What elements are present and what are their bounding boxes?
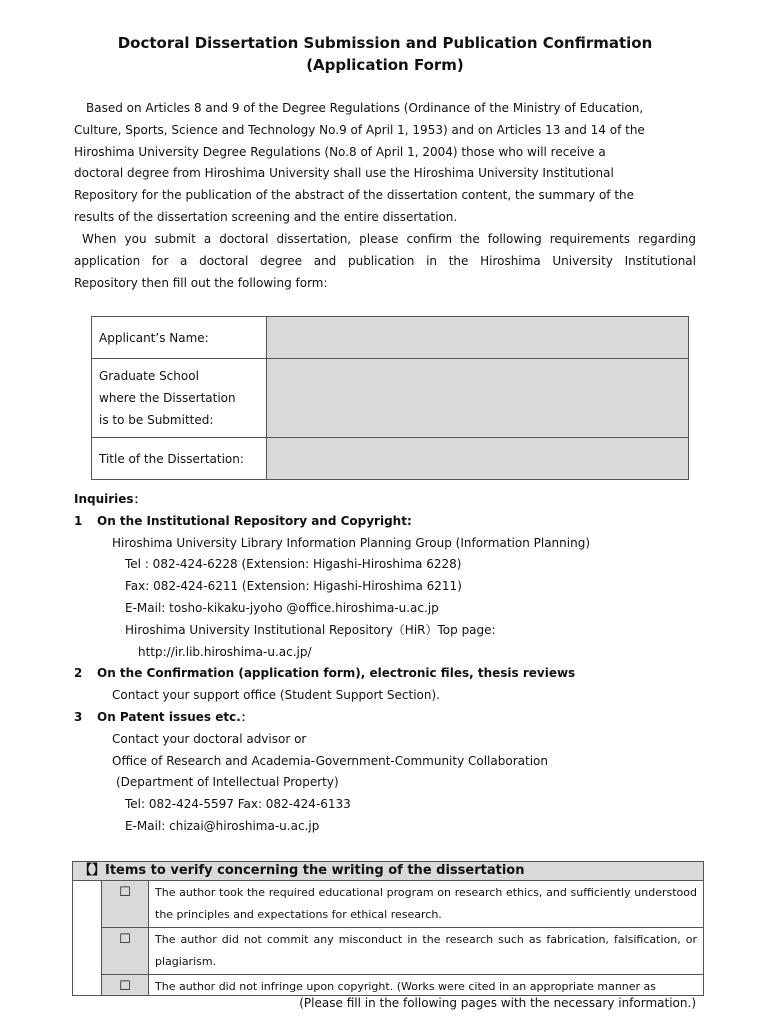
inquiry-number: 3 [74, 709, 83, 724]
inquiry-line: (Department of Intellectual Property) [116, 775, 339, 790]
intro-line: Based on Articles 8 and 9 of the Degree Regulations (Ordinance of the Ministry of Education, [74, 101, 644, 115]
inquiry-line: Fax: 082-424-6211 (Extension: Higashi-Hiroshima 6211) [125, 579, 462, 594]
inquiry-line: Tel : 082-424-6228 (Extension: Higashi-Hiroshima 6228) [125, 557, 462, 572]
dissertation-title-label: Title of the Dissertation: [92, 438, 267, 480]
graduate-school-label-line: is to be Submitted: [99, 413, 214, 427]
footer-note: (Please fill in the following pages with the necessary information.) [299, 996, 696, 1010]
application-form-table [91, 316, 689, 480]
applicant-name-field[interactable] [267, 317, 689, 359]
title-line-2: (Application Form) [306, 56, 464, 74]
dissertation-title-field[interactable] [267, 438, 689, 480]
document-title [0, 32, 770, 76]
inquiry-title: On the Confirmation (application form), electronic files, thesis reviews [97, 666, 576, 681]
checkbox-icon[interactable]: ☐ [102, 881, 149, 928]
inquiry-title: On Patent issues etc.： [97, 709, 253, 724]
intro-line: Repository then fill out the following form: [74, 275, 328, 290]
inquiry-line: Tel: 082-424-5597 Fax: 082-424-6133 [125, 797, 351, 812]
inquiry-line: Hiroshima University Library Information Planning Group (Information Planning) [112, 535, 591, 550]
inquiries-section [74, 489, 714, 838]
intro-line: Repository for the publication of the abstract of the dissertation content, the summary of the [74, 188, 635, 203]
graduate-school-label [92, 359, 267, 438]
verification-item-text: The author took the required educational program on research ethics, and sufficiently understood the principles and expectations for ethical research. [149, 881, 704, 928]
intro-paragraph-1 [74, 98, 696, 229]
graduate-school-label-line: Graduate School [99, 369, 199, 383]
checkbox-icon[interactable]: ☐ [102, 975, 149, 996]
applicant-name-label: Applicant’s Name: [92, 317, 267, 359]
verification-spacer [73, 881, 102, 996]
verification-table [72, 861, 704, 996]
intro-line: When you submit a doctoral dissertation, please confirm the following requirements regarding [74, 232, 696, 246]
intro-line: results of the dissertation screening and the entire dissertation. [74, 209, 458, 224]
inquiries-heading: Inquiries： [74, 492, 146, 506]
graduate-school-label-line: where the Dissertation [99, 391, 236, 405]
inquiry-item-3-heading [74, 707, 714, 729]
inquiry-line: Hiroshima University Institutional Repository（HiR）Top page: [125, 622, 496, 637]
inquiry-number: 2 [74, 666, 83, 681]
inquiry-number: 1 [74, 513, 83, 528]
inquiry-line: Office of Research and Academia-Government-Community Collaboration [112, 753, 548, 768]
checkbox-icon[interactable]: ☐ [102, 928, 149, 975]
inquiry-line: E-Mail: chizai@hiroshima-u.ac.jp [125, 818, 320, 833]
verification-item-text: The author did not infringe upon copyright. (Works were cited in an appropriate manner as [155, 980, 657, 993]
inquiry-line: Contact your support office (Student Support Section). [112, 688, 440, 703]
inquiry-item-2-heading [74, 663, 714, 685]
verification-item-cell [149, 975, 704, 996]
intro-line: application for a doctoral degree and publication in the Hiroshima University Institutional [74, 253, 696, 268]
repository-link[interactable]: http://ir.lib.hiroshima-u.ac.jp/ [138, 644, 312, 659]
inquiry-line: E-Mail: tosho-kikaku-jyoho @office.hiroshima-u.ac.jp [125, 600, 439, 615]
inquiry-line: Contact your doctoral advisor or [112, 731, 307, 746]
graduate-school-field[interactable] [267, 359, 689, 438]
inquiry-title: On the Institutional Repository and Copyright: [97, 513, 412, 528]
intro-line: Hiroshima University Degree Regulations (No.8 of April 1, 2004) those who will receive a [74, 144, 606, 159]
intro-line: Culture, Sports, Science and Technology No.9 of April 1, 1953) and on Articles 13 and 14 of the [74, 122, 645, 137]
verification-heading: 【】Items to verify concerning the writing of the dissertation [73, 862, 704, 881]
inquiry-item-1-heading [74, 511, 714, 533]
verification-item-text: The author did not commit any misconduct in the research such as fabrication, falsification, or plagiarism. [149, 928, 704, 975]
intro-paragraph-2 [74, 229, 696, 294]
intro-line: doctoral degree from Hiroshima University shall use the Hiroshima University Institutional [74, 166, 614, 181]
title-line-1: Doctoral Dissertation Submission and Publication Confirmation [117, 34, 653, 52]
